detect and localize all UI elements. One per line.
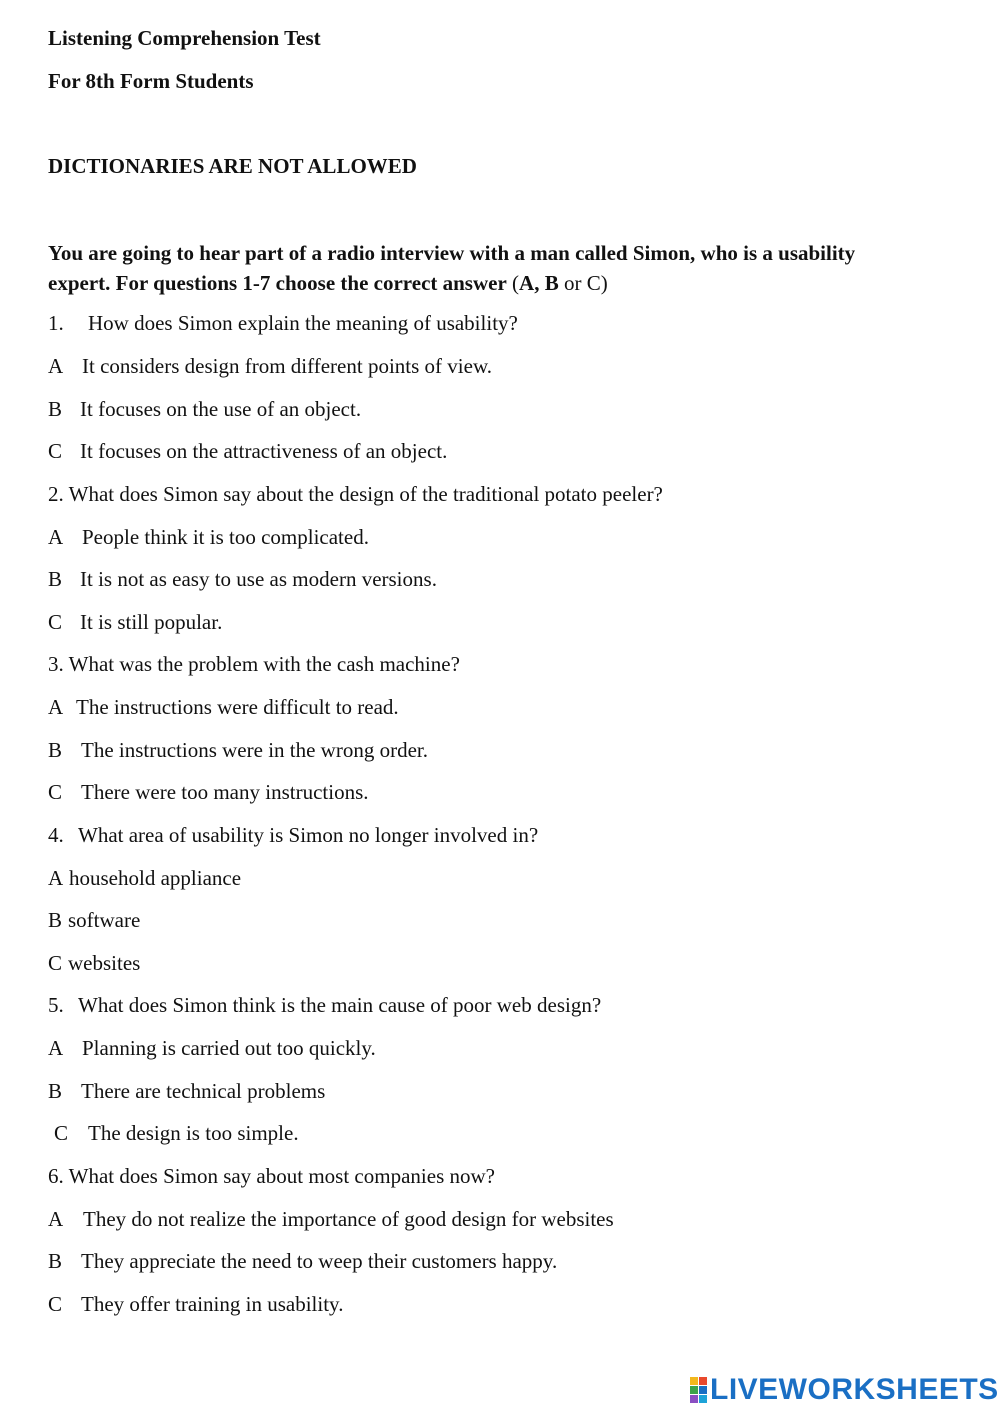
option-text: It focuses on the attractiveness of an object. <box>80 439 448 463</box>
option-text: It is not as easy to use as modern versions. <box>80 567 437 591</box>
option-5b[interactable] <box>48 1078 325 1104</box>
question-number: 2. <box>48 482 64 506</box>
option-text: Planning is carried out too quickly. <box>82 1036 376 1060</box>
option-2a[interactable] <box>48 524 369 550</box>
option-letter: C <box>54 1121 69 1145</box>
option-text: It is still popular. <box>80 610 223 634</box>
option-letter: B <box>48 1249 63 1273</box>
option-2c[interactable] <box>48 609 222 635</box>
option-letter: C <box>48 610 63 634</box>
option-6b[interactable] <box>48 1248 557 1274</box>
logo-mark-icon <box>690 1377 707 1403</box>
option-letter: A <box>48 1207 64 1231</box>
option-6c[interactable] <box>48 1291 343 1317</box>
option-5c[interactable] <box>48 1120 299 1146</box>
option-letter: B <box>48 908 63 932</box>
option-3c[interactable] <box>48 779 369 805</box>
option-1a[interactable] <box>48 353 492 379</box>
option-text: The instructions were in the wrong order. <box>81 738 428 762</box>
liveworksheets-logo <box>690 1373 999 1407</box>
question-text: What does Simon think is the main cause of poor web design? <box>78 993 602 1017</box>
logo-text: LIVEWORKSHEETS <box>710 1373 999 1406</box>
option-letter: C <box>48 780 63 804</box>
question-6 <box>48 1163 495 1189</box>
option-text: There are technical problems <box>81 1079 326 1103</box>
option-letter: A <box>48 1036 64 1060</box>
option-4b[interactable] <box>48 907 140 933</box>
page-title: Listening Comprehension Test <box>48 26 321 50</box>
option-text: They appreciate the need to weep their customers happy. <box>81 1249 558 1273</box>
option-5a[interactable] <box>48 1035 376 1061</box>
option-text: software <box>68 908 141 932</box>
question-number: 5. <box>48 993 64 1017</box>
option-text: household appliance <box>69 866 242 890</box>
option-text: The instructions were difficult to read. <box>76 695 399 719</box>
option-text: websites <box>68 951 141 975</box>
option-text: There were too many instructions. <box>81 780 369 804</box>
instructions-bold-choices: A, B <box>519 271 559 295</box>
question-2 <box>48 481 663 507</box>
question-text: What does Simon say about the design of the traditional potato peeler? <box>68 482 663 506</box>
question-text: What does Simon say about most companies now? <box>68 1164 495 1188</box>
option-4c[interactable] <box>48 950 140 976</box>
option-1b[interactable] <box>48 396 361 422</box>
warning-notice: DICTIONARIES ARE NOT ALLOWED <box>48 154 417 178</box>
option-letter: B <box>48 1079 63 1103</box>
option-letter: B <box>48 567 63 591</box>
option-4a[interactable] <box>48 865 241 891</box>
option-text: People think it is too complicated. <box>82 525 369 549</box>
option-text: They offer training in usability. <box>81 1292 344 1316</box>
option-letter: C <box>48 439 63 463</box>
instructions-open-paren: ( <box>506 271 520 295</box>
option-letter: C <box>48 951 63 975</box>
instructions-bold-text: You are going to hear part of a radio interview with a man called Simon, who is a usability expert. For questions 1-7 choose the correct answer <box>48 241 856 295</box>
option-letter: A <box>48 866 64 890</box>
option-1c[interactable] <box>48 438 447 464</box>
option-letter: C <box>48 1292 63 1316</box>
question-text: What was the problem with the cash machine? <box>68 652 460 676</box>
question-number: 3. <box>48 652 64 676</box>
question-text: What area of usability is Simon no longer involved in? <box>78 823 539 847</box>
question-number: 4. <box>48 823 64 847</box>
option-letter: B <box>48 738 63 762</box>
option-text: It considers design from different points of view. <box>82 354 492 378</box>
option-text: They do not realize the importance of good design for websites <box>83 1207 614 1231</box>
question-text: How does Simon explain the meaning of usability? <box>88 311 518 335</box>
question-4 <box>48 822 538 848</box>
option-text: The design is too simple. <box>88 1121 299 1145</box>
question-1 <box>48 310 518 336</box>
option-3b[interactable] <box>48 737 428 763</box>
instructions-tail: or C) <box>558 271 608 295</box>
option-letter: A <box>48 354 64 378</box>
option-6a[interactable] <box>48 1206 614 1232</box>
page-subtitle: For 8th Form Students <box>48 69 254 93</box>
option-text: It focuses on the use of an object. <box>80 397 362 421</box>
question-5 <box>48 992 601 1018</box>
question-3 <box>48 651 460 677</box>
question-number: 1. <box>48 311 64 335</box>
option-letter: A <box>48 525 64 549</box>
option-letter: B <box>48 397 63 421</box>
option-3a[interactable] <box>48 694 399 720</box>
option-2b[interactable] <box>48 566 437 592</box>
question-number: 6. <box>48 1164 64 1188</box>
option-letter: A <box>48 695 64 719</box>
task-instructions <box>48 238 908 298</box>
